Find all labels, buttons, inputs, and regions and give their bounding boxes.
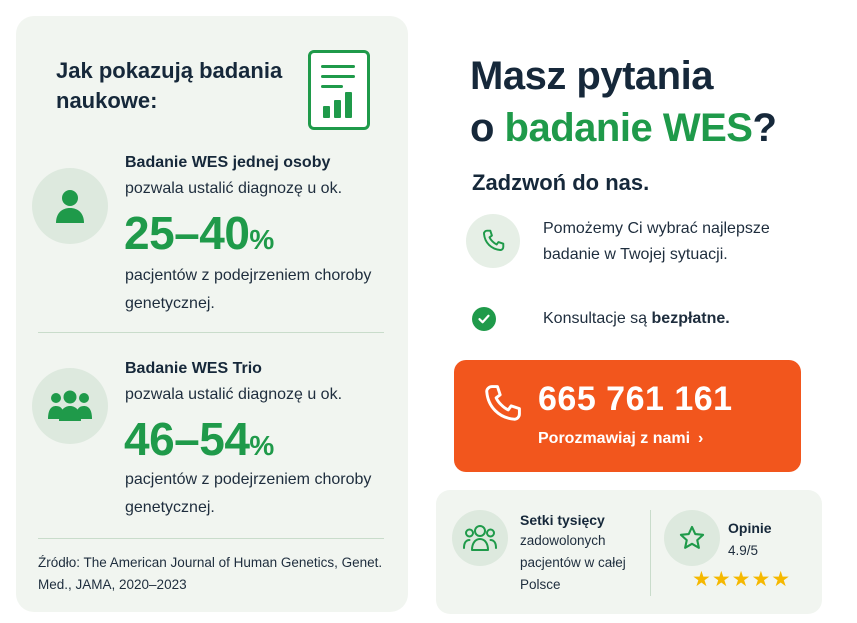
stat1-line: pozwala ustalić diagnozę u ok. <box>125 180 343 197</box>
patients-icon <box>452 510 508 566</box>
group-icon <box>32 368 108 444</box>
patients-text: zadowolonych pacjentów w całej Polsce <box>520 533 626 592</box>
divider <box>38 538 384 539</box>
divider <box>650 510 651 596</box>
call-button[interactable] <box>454 360 801 472</box>
title-o: o <box>470 106 505 150</box>
report-chart-icon <box>308 50 370 130</box>
reviews-title: Opinie <box>728 520 772 536</box>
title-line2 <box>470 102 840 154</box>
phone-icon <box>466 214 520 268</box>
stat2-value <box>124 412 274 466</box>
person-icon <box>32 168 108 244</box>
consult-text <box>543 306 813 332</box>
phone-number[interactable]: 665 761 161 <box>538 380 733 418</box>
stat1-desc: pacjentów z podejrzeniem choroby genetycznej. <box>125 267 372 312</box>
check-icon <box>472 307 496 331</box>
talk-to-us-link[interactable] <box>538 430 703 448</box>
call-heading: Zadzwoń do nas. <box>472 170 650 195</box>
stat2-line: pozwala ustalić diagnozę u ok. <box>125 386 343 403</box>
research-heading: Jak pokazują badania naukowe: <box>56 58 283 113</box>
title-question: ? <box>752 106 777 150</box>
rating-value: 4.9/5 <box>728 543 759 558</box>
title-line1: Masz pytania <box>470 54 713 98</box>
trust-card <box>436 490 822 614</box>
star-outline-icon <box>664 510 720 566</box>
patients-title: Setki tysięcy <box>520 512 605 528</box>
stat1-value <box>124 206 274 260</box>
stat2-range: 46–54 <box>124 413 250 465</box>
chevron-right-icon: › <box>698 430 704 447</box>
title-highlight: badanie WES <box>504 106 753 150</box>
divider <box>38 332 384 333</box>
stat1-title: Badanie WES jednej osoby <box>125 154 331 171</box>
talk-to-us-label: Porozmawiaj z nami <box>538 430 691 447</box>
stat2-desc: pacjentów z podejrzeniem choroby genetycznej. <box>125 471 372 516</box>
consult-prefix: Konsultacje są <box>543 310 652 327</box>
source-note: Źródło: The American Journal of Human Genetics, Genet. Med., JAMA, 2020–2023 <box>38 555 383 592</box>
phone-icon <box>480 382 524 426</box>
stat2-percent: % <box>249 430 274 461</box>
help-text: Pomożemy Ci wybrać najlepsze badanie w Twojej sytuacji. <box>543 220 770 263</box>
stat1-range: 25–40 <box>124 207 250 259</box>
rating-stars-icon: ★★★★★ <box>692 568 792 591</box>
stat1-percent: % <box>249 224 274 255</box>
research-panel <box>16 16 408 612</box>
page-title <box>470 50 840 154</box>
consult-bold: bezpłatne. <box>651 310 730 327</box>
stat2-title: Badanie WES Trio <box>125 360 262 377</box>
